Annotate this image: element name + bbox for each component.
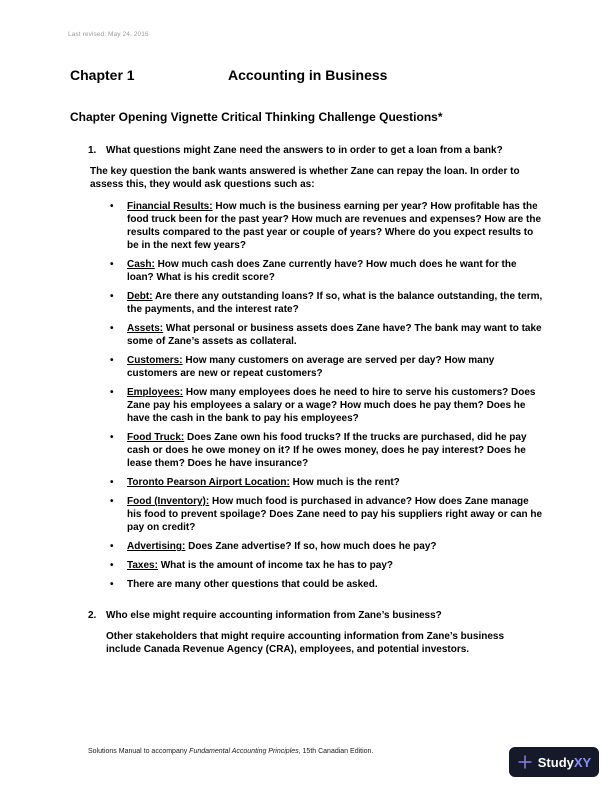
bullet-text: Does Zane advertise? If so, how much does he pay? bbox=[188, 541, 437, 552]
bullet-term: Food Truck: bbox=[127, 432, 185, 443]
bullet-marker: • bbox=[110, 291, 114, 302]
footer-text-prefix: Solutions Manual to accompany bbox=[88, 748, 190, 755]
bullet-text: How much is the rent? bbox=[292, 477, 400, 488]
footer-text-suffix: 15th Canadian Edition. bbox=[300, 748, 374, 755]
badge-xy-text: XY bbox=[573, 754, 592, 770]
bullet-item bbox=[70, 578, 552, 591]
question-item-2 bbox=[70, 609, 552, 622]
plus-icon bbox=[517, 754, 533, 770]
bullet-body bbox=[127, 200, 543, 252]
bullet-term: Cash: bbox=[127, 259, 155, 270]
studyxy-wordmark bbox=[538, 755, 591, 770]
bullet-list bbox=[70, 200, 552, 591]
footer-book-title: Fundamental Accounting Principles, bbox=[189, 748, 301, 755]
chapter-number: Chapter 1 bbox=[70, 67, 135, 83]
question-number: 2. bbox=[88, 610, 97, 621]
bullet-term: Debt: bbox=[127, 291, 153, 302]
bullet-body bbox=[127, 495, 543, 534]
bullet-body bbox=[127, 386, 543, 425]
bullet-body bbox=[127, 258, 543, 284]
bullet-marker: • bbox=[110, 477, 114, 488]
bullet-text: How much cash does Zane currently have? How much does he want for the loan? What is his credit score? bbox=[127, 259, 517, 283]
bullet-term: Assets: bbox=[127, 323, 164, 334]
bullet-body bbox=[127, 431, 543, 470]
bullet-marker: • bbox=[110, 387, 114, 398]
bullet-item bbox=[70, 476, 552, 489]
bullet-item bbox=[70, 354, 552, 380]
bullet-body bbox=[127, 322, 543, 348]
chapter-heading bbox=[70, 67, 387, 83]
badge-study-text: Study bbox=[537, 754, 574, 770]
bullet-text: How much is the business earning per year? How profitable has the food truck been for the past year? How much are revenues and expenses? How are the results compared to the past year or couple of years? Where do you expect results to be in the next few years? bbox=[127, 201, 542, 251]
bullet-text: Are there any outstanding loans? If so, what is the balance outstanding, the term, the payments, and the interest rate? bbox=[127, 291, 543, 315]
bullet-item bbox=[70, 495, 552, 534]
question-text: What questions might Zane need the answers to in order to get a loan from a bank? bbox=[106, 145, 503, 156]
footer-attribution bbox=[88, 748, 373, 755]
studyxy-badge bbox=[509, 747, 599, 777]
bullet-marker: • bbox=[110, 541, 114, 552]
bullet-body bbox=[127, 559, 543, 572]
bullet-text: How many customers on average are served per day? How many customers are new or repeat customers? bbox=[127, 355, 495, 379]
bullet-body bbox=[127, 578, 543, 591]
bullet-term: Customers: bbox=[127, 355, 183, 366]
bullet-text: How much food is purchased in advance? How does Zane manage his food to prevent spoilage? Does Zane need to pay his suppliers right away or can he pay on credit? bbox=[127, 496, 543, 533]
bullet-item bbox=[70, 559, 552, 572]
bullet-term: Financial Results: bbox=[127, 201, 213, 212]
bullet-term: Employees: bbox=[127, 387, 184, 398]
bullet-body bbox=[127, 354, 543, 380]
bullet-marker: • bbox=[110, 496, 114, 507]
bullet-text: How many employees does he need to hire to serve his customers? Does Zane pay his employees a salary or a wage? How much does he pay them? Does he have the cash in the bank to pay his employees? bbox=[127, 387, 536, 424]
answer-intro-paragraph: The key question the bank wants answered is whether Zane can repay the loan. In order to assess this, they would ask questions such as: bbox=[90, 166, 520, 190]
bullet-text: Does Zane own his food trucks? If the trucks are purchased, did he pay cash or does he owe money on it? If he owes money, does he pay interest? Does he lease them? Does he have insurance? bbox=[127, 432, 527, 469]
document-body bbox=[70, 144, 552, 656]
bullet-item bbox=[70, 258, 552, 284]
bullet-term: Toronto Pearson Airport Location: bbox=[127, 477, 290, 488]
bullet-item bbox=[70, 290, 552, 316]
bullet-body bbox=[127, 290, 543, 316]
bullet-item bbox=[70, 200, 552, 252]
bullet-marker: • bbox=[110, 560, 114, 571]
bullet-body bbox=[127, 540, 543, 553]
question-text: Who else might require accounting information from Zane’s business? bbox=[106, 610, 442, 621]
answer-paragraph: Other stakeholders that might require accounting information from Zane’s business include Canada Revenue Agency (CRA), employees, and potential investors. bbox=[106, 631, 505, 655]
bullet-term: Taxes: bbox=[127, 560, 158, 571]
bullet-item bbox=[70, 431, 552, 470]
section-title: Chapter Opening Vignette Critical Thinking Challenge Questions* bbox=[70, 110, 443, 124]
bullet-item bbox=[70, 322, 552, 348]
bullet-marker: • bbox=[110, 201, 114, 212]
bullet-marker: • bbox=[110, 259, 114, 270]
question-number: 1. bbox=[88, 145, 97, 156]
bullet-item bbox=[70, 386, 552, 425]
chapter-title: Accounting in Business bbox=[228, 67, 388, 83]
bullet-body bbox=[127, 476, 543, 489]
question-item-1 bbox=[70, 144, 552, 157]
bullet-term: Advertising: bbox=[127, 541, 186, 552]
bullet-marker: • bbox=[110, 323, 114, 334]
bullet-marker: • bbox=[110, 432, 114, 443]
revision-note: Last revised: May 24, 2016 bbox=[68, 31, 149, 38]
bullet-text: There are many other questions that could be asked. bbox=[127, 579, 378, 590]
bullet-marker: • bbox=[110, 579, 114, 590]
bullet-text: What is the amount of income tax he has to pay? bbox=[160, 560, 393, 571]
bullet-marker: • bbox=[110, 355, 114, 366]
bullet-term: Food (Inventory): bbox=[127, 496, 210, 507]
bullet-text: What personal or business assets does Zane have? The bank may want to take some of Zane’s assets as collateral. bbox=[127, 323, 542, 347]
bullet-item bbox=[70, 540, 552, 553]
